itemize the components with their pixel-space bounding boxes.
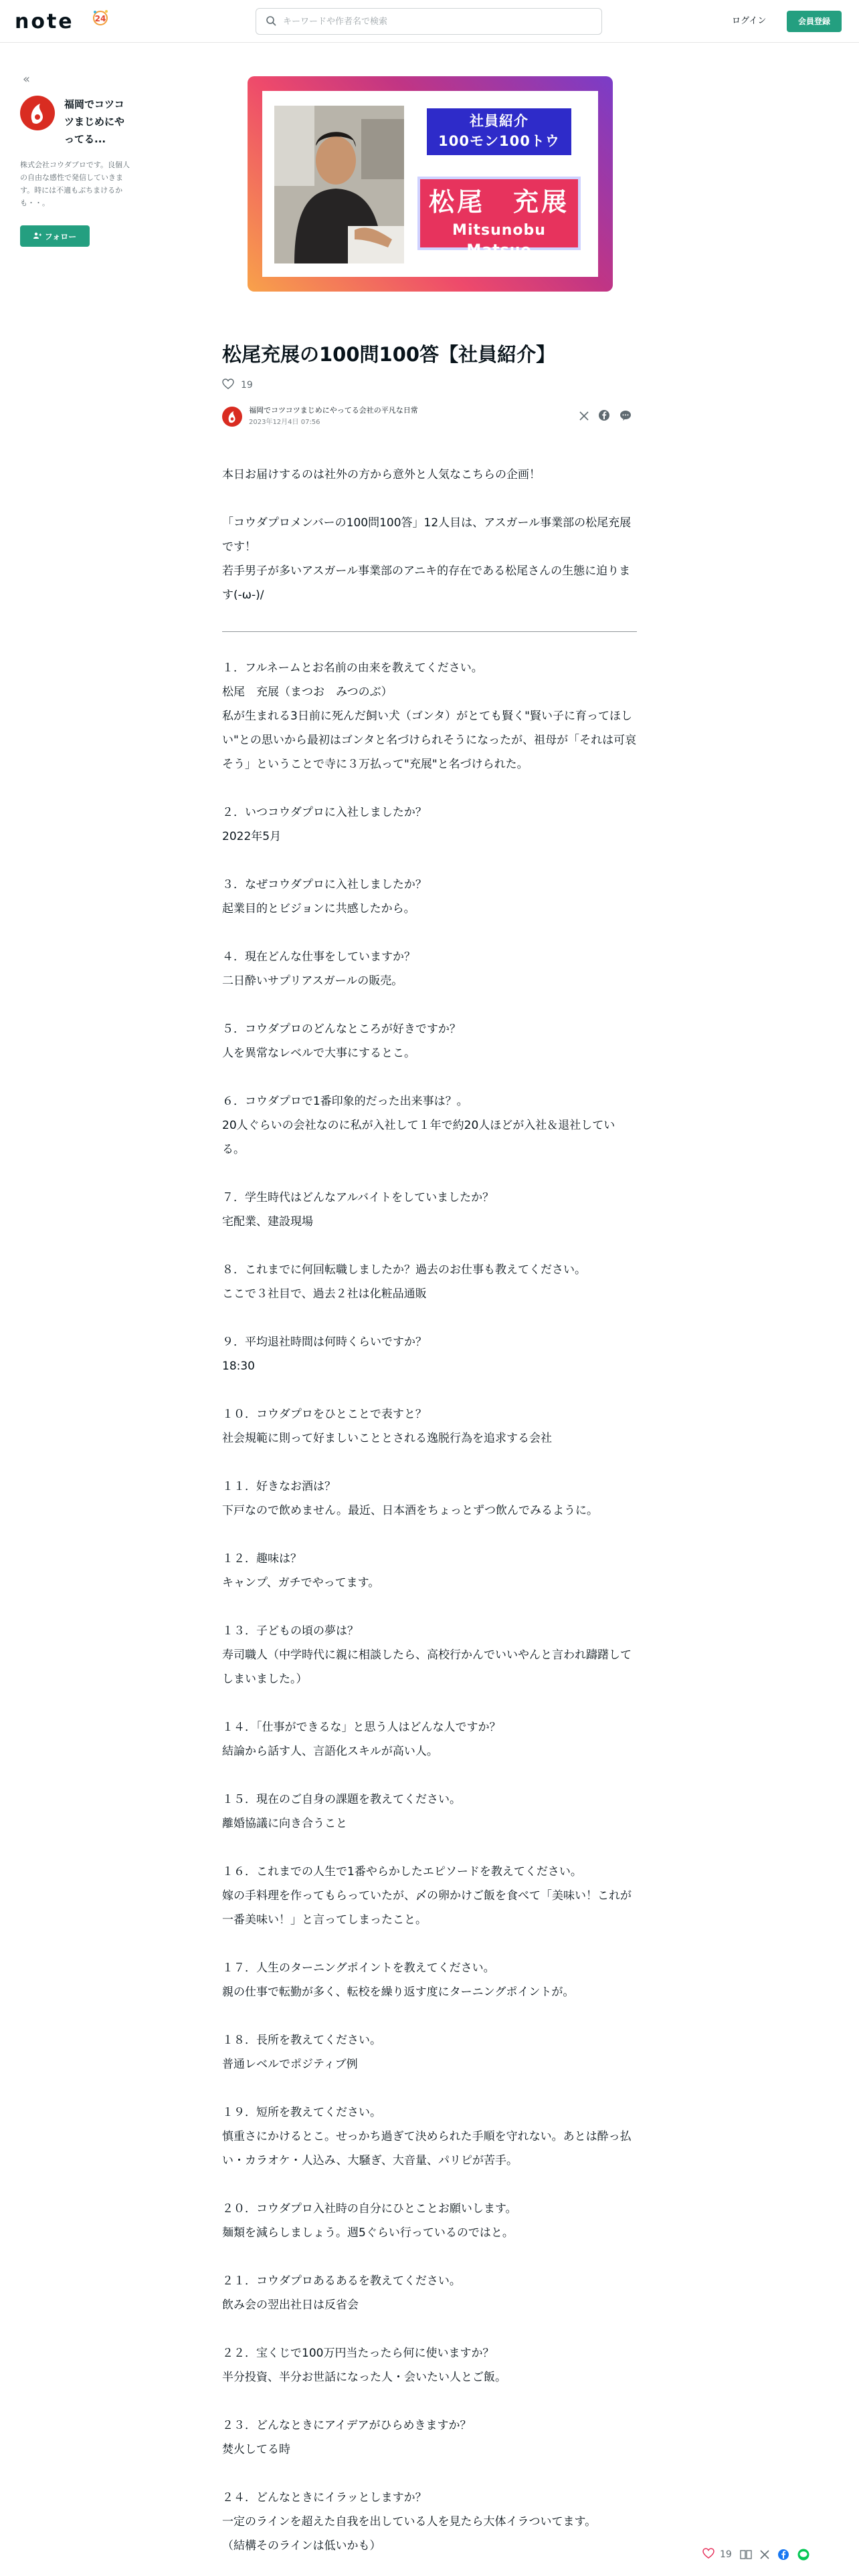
x-icon[interactable] xyxy=(579,411,589,423)
question-text: ２２．宝くじで100万円当たったら何に使いますか？ xyxy=(222,2347,494,2360)
employee-name-en: Mitsunobu Matsuo xyxy=(452,222,546,259)
staff-intro-line1: 社員紹介 xyxy=(470,113,529,129)
creator-info[interactable] xyxy=(20,96,134,148)
logo-badge-text: 24 xyxy=(94,14,106,23)
qa-item xyxy=(222,2269,637,2317)
qa-item xyxy=(222,2486,637,2558)
facebook-icon[interactable] xyxy=(598,409,610,424)
search-input[interactable] xyxy=(283,9,597,34)
qa-item xyxy=(222,1186,637,1234)
answer-text: 親の仕事で転勤が多く、転校を繰り返す度にターニングポイントが。 xyxy=(222,1985,575,1999)
question-text: ４．現在どんな仕事をしていますか？ xyxy=(222,950,415,964)
question-text: １１．好きなお酒は？ xyxy=(222,1480,336,1493)
publish-date: 2023年12月4日 07:56 xyxy=(249,419,320,426)
avatar[interactable] xyxy=(20,96,55,130)
qa-item xyxy=(222,800,637,849)
question-text: ２０．コウダプロ入社時の自分にひとことお願いします。 xyxy=(222,2202,517,2216)
answer-text: 20人ぐらいの会社なのに私が入社して１年で約20人ほどが入社＆退社している。 xyxy=(222,1119,615,1156)
x-icon[interactable] xyxy=(760,2550,769,2559)
floating-action-bar xyxy=(702,2541,859,2568)
question-text: １６．これまでの人生で1番やらかしたエピソードを教えてください。 xyxy=(222,1865,582,1879)
answer-text: 離婚協議に向き合うこと xyxy=(222,1817,347,1830)
answer-text: 下戸なので飲めません。最近、日本酒をちょっとずつ飲んでみるように。 xyxy=(222,1504,599,1517)
qa-item xyxy=(222,1619,637,1691)
qa-item xyxy=(222,2028,637,2076)
question-text: １４．「仕事ができるな」と思う人はどんな人ですか？ xyxy=(222,1721,501,1734)
qa-item xyxy=(222,1017,637,1065)
follow-label: フォロー xyxy=(44,231,77,241)
login-button[interactable]: ログイン xyxy=(732,16,767,26)
article-meta xyxy=(222,404,637,431)
employee-name-jp: 松尾 充展 xyxy=(428,187,569,217)
answer-text: キャンプ、ガチでやってます。 xyxy=(222,1576,380,1590)
qa-item xyxy=(222,1402,637,1451)
facebook-icon[interactable] xyxy=(777,2549,789,2561)
qa-item xyxy=(222,1547,637,1595)
heart-icon[interactable] xyxy=(222,379,234,392)
site-header xyxy=(0,0,859,43)
like-row[interactable] xyxy=(222,379,253,392)
article-body xyxy=(222,463,637,2576)
answer-text: ここで３社目で、過去２社は化粧品通販 xyxy=(222,1287,427,1301)
collapse-icon[interactable]: « xyxy=(23,72,31,86)
answer-text: 焚火してる時 xyxy=(222,2443,290,2456)
qa-item xyxy=(222,1475,637,1523)
qa-item xyxy=(222,2197,637,2245)
question-text: ２３．どんなときにアイデアがひらめきますか？ xyxy=(222,2419,472,2432)
answer-text: 18:30 xyxy=(222,1360,255,1373)
employee-photo xyxy=(274,106,404,263)
employee-name-label xyxy=(417,177,581,259)
answer-text: 一定のラインを超えた自我を出している人を見たら大体イラついてます。 （結構そのラインは低いかも） xyxy=(222,2515,597,2553)
question-text: １２．趣味は？ xyxy=(222,1552,302,1566)
answer-text: 慎重さにかけるとこ。せっかち過ぎて決められた手順を守れない。あとは酔っ払い・カラオケ・人込み、大騒ぎ、大音量、パリピが苦手。 xyxy=(222,2130,632,2167)
answer-text: 飲み会の翌出社日は反省会 xyxy=(222,2298,359,2312)
answer-text: 麺類を減らしましょう。週5ぐらい行っているのではと。 xyxy=(222,2226,514,2240)
answer-text: 起業目的とビジョンに共感したから。 xyxy=(222,902,415,916)
intro-paragraph-2: 「コウダプロメンバーの100問100答」12人目は、アスガール事業部の松尾充展です！ 若手男子が多いアスガール事業部のアニキ的存在である松尾さんの生態に迫ります(-ω-)/ xyxy=(222,516,632,602)
qa-item xyxy=(222,2101,637,2173)
follow-button[interactable] xyxy=(20,225,90,247)
answer-text: 寿司職人（中学時代に親に相談したら、高校行かんでいいやんと言われ躊躇してしまいました。） xyxy=(222,1648,632,1686)
question-text: ９．平均退社時間は何時くらいですか？ xyxy=(222,1335,427,1349)
cover-inner xyxy=(262,91,598,277)
author-name[interactable]: 福岡でコツコツまじめにやってる会社の平凡な日常 xyxy=(249,406,418,415)
like-count[interactable]: 19 xyxy=(241,380,253,391)
question-text: １．フルネームとお名前の由来を教えてください。 xyxy=(222,661,483,675)
creator-name[interactable]: 福岡でコツコツまじめにやってる... xyxy=(64,98,125,145)
question-text: ５．コウダプロのどんなところが好きですか？ xyxy=(222,1023,461,1036)
qa-item xyxy=(222,945,637,993)
question-text: １３．子どもの頃の夢は？ xyxy=(222,1624,359,1638)
qa-item xyxy=(222,1788,637,1836)
answer-text: 2022年5月 xyxy=(222,830,282,843)
share-buttons xyxy=(570,409,632,424)
author-avatar[interactable] xyxy=(222,407,242,427)
qa-item xyxy=(222,2413,637,2462)
answer-text: 宅配業、建設現場 xyxy=(222,1215,313,1228)
logo-text: note xyxy=(15,9,74,33)
staff-intro-line2: 100モン100トウ xyxy=(438,133,560,149)
follow-person-icon xyxy=(33,231,45,241)
intro-paragraph-1: 本日お届けするのは社外の方から意外と人気なこちらの企画！ xyxy=(222,468,541,481)
question-text: ６．コウダプロで1番印象的だった出来事は？。 xyxy=(222,1095,468,1108)
qa-item xyxy=(222,1258,637,1306)
question-text: ２４．どんなときにイラッとしますか？ xyxy=(222,2491,427,2504)
staff-intro-label xyxy=(427,108,571,155)
answer-text: 普通レベルでポジティブ例 xyxy=(222,2058,358,2071)
answer-text: 半分投資、半分お世話になった人・会いたい人とご飯。 xyxy=(222,2371,506,2384)
creator-description: 株式会社コウダプロです。良個人の自由な感性で発信していきます。時には不適もぶちまけるかも・・。 xyxy=(20,160,130,207)
qa-item xyxy=(222,1860,637,1932)
question-text: ７．学生時代はどんなアルバイトをしていましたか？ xyxy=(222,1191,494,1204)
answer-text: 松尾 充展（まつお みつのぶ） 私が生まれる3日前に死んだ飼い犬（ゴンタ）がとても賢く"賢い子に育ってほしい"との思いから最初はゴンタと名づけられそうになったが、祖母が「それは可哀そう」ということで寺に３万払って"充展"と名づけられた。 xyxy=(222,685,637,771)
answer-text: 嫁の手料理を作ってもらっていたが、〆の卵かけご飯を食べて「美味い！これが一番美味い！」と言ってしまったこと。 xyxy=(222,1889,632,1927)
question-text: ３．なぜコウダプロに入社しましたか？ xyxy=(222,878,427,891)
qa-item xyxy=(222,656,637,776)
creator-sidebar xyxy=(20,72,134,247)
qa-list xyxy=(222,656,637,2558)
qa-item xyxy=(222,2341,637,2389)
bookmark-icon[interactable] xyxy=(740,2549,752,2560)
search-box[interactable] xyxy=(256,8,602,35)
answer-text: 結論から話す人、言語化スキルが高い人。 xyxy=(222,1745,438,1758)
qa-item xyxy=(222,873,637,921)
question-text: １０．コウダプロをひとことで表すと？ xyxy=(222,1408,427,1421)
question-text: １５．現在のご自身の課題を教えてください。 xyxy=(222,1793,461,1806)
search-icon xyxy=(266,15,276,29)
signup-button[interactable]: 会員登録 xyxy=(787,11,842,32)
bottom-like-count[interactable]: 19 xyxy=(720,2549,732,2560)
answer-text: 人を異常なレベルで大事にするとこ。 xyxy=(222,1047,415,1060)
question-text: １７．人生のターニングポイントを教えてください。 xyxy=(222,1961,495,1975)
logo-badge-24 xyxy=(90,8,110,31)
qa-item xyxy=(222,1956,637,2004)
question-text: ２１．コウダプロあるあるを教えてください。 xyxy=(222,2274,461,2288)
answer-text: 二日酔いサプリアスガールの販売。 xyxy=(222,974,403,988)
question-text: １８．長所を教えてください。 xyxy=(222,2034,381,2047)
question-text: ８．これまでに何回転職しましたか？過去のお仕事も教えてください。 xyxy=(222,1263,586,1277)
answer-text: 社会規範に則って好ましいこととされる逸脱行為を追求する会社 xyxy=(222,1432,552,1445)
line-icon[interactable] xyxy=(619,409,632,424)
question-text: １９．短所を教えてください。 xyxy=(222,2106,381,2119)
bottom-like[interactable] xyxy=(702,2548,732,2561)
question-text: ２．いつコウダプロに入社しましたか？ xyxy=(222,806,427,819)
cover-image xyxy=(248,76,613,292)
qa-item xyxy=(222,1715,637,1763)
article-title: 松尾充展の100問100答【社員紹介】 xyxy=(222,343,556,366)
qa-item xyxy=(222,1089,637,1162)
section-divider xyxy=(222,631,637,632)
line-icon[interactable] xyxy=(797,2549,809,2561)
heart-icon[interactable] xyxy=(702,2548,714,2561)
qa-item xyxy=(222,1330,637,1378)
note-logo[interactable] xyxy=(15,9,106,33)
